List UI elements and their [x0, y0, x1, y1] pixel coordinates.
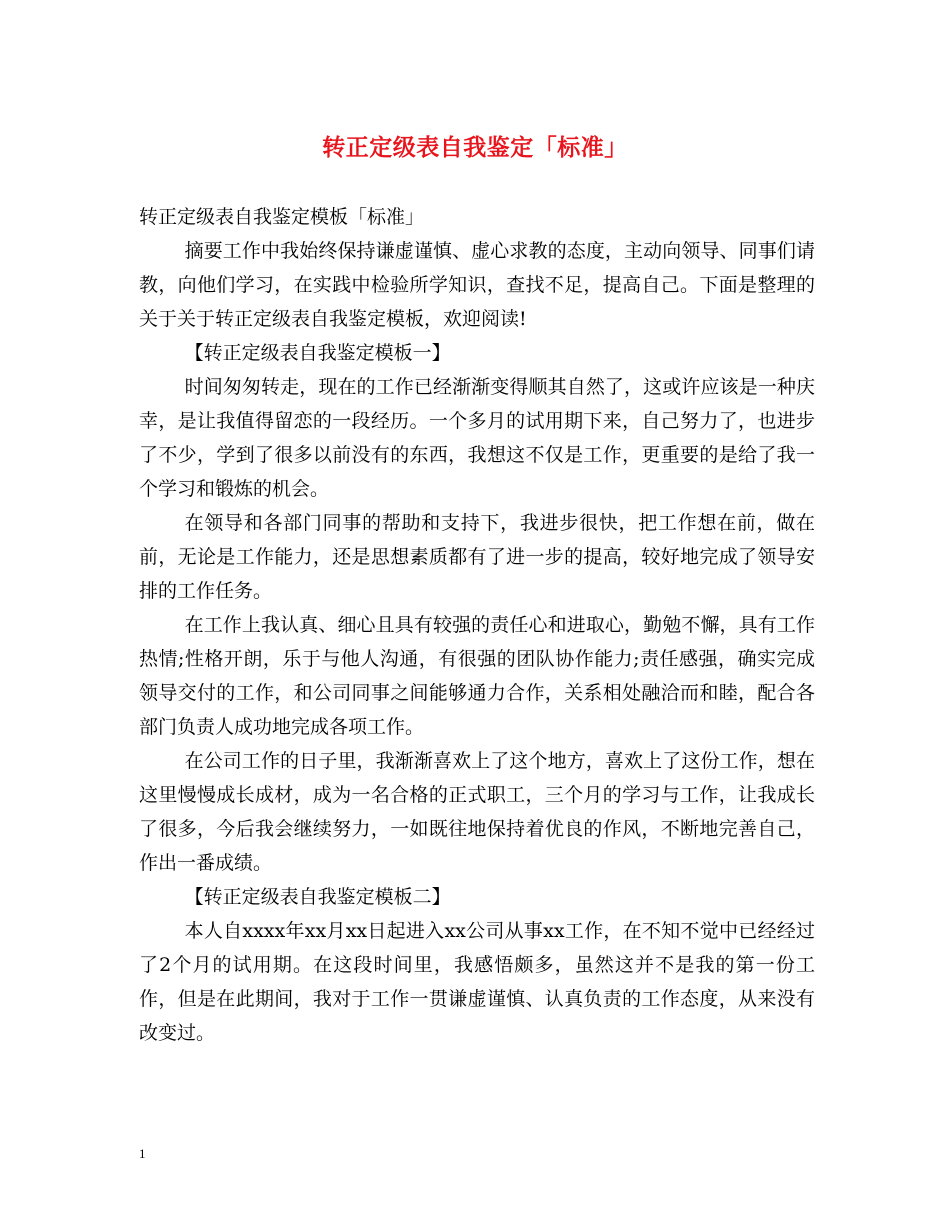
paragraph-abstract: 摘要工作中我始终保持谦虚谨慎、虚心求教的态度，主动向领导、同事们请教，向他们学习，在实践中检验所学知识，查找不足，提高自己。下面是整理的关于关于转正定级表自我鉴定模板，欢迎阅读!	[139, 240, 815, 330]
section-heading-template-one: 【转正定级表自我鉴定模板一】	[184, 342, 451, 364]
paragraph: 在公司工作的日子里，我渐渐喜欢上了这个地方，喜欢上了这份工作，想在这里慢慢成长成材，成为一名合格的正式职工，三个月的学习与工作，让我成长了很多，今后我会继续努力，一如既往地保持着优良的作风，不断地完善自己，作出一番成绩。	[139, 750, 815, 874]
paragraph: 时间匆匆转走，现在的工作已经渐渐变得顺其自然了，这或许应该是一种庆幸，是让我值得留恋的一段经历。一个多月的试用期下来，自己努力了，也进步了不少，学到了很多以前没有的东西，我想这不仅是工作，更重要的是给了我一个学习和锻炼的机会。	[139, 376, 815, 500]
paragraph: 在领导和各部门同事的帮助和支持下，我进步很快，把工作想在前，做在前，无论是工作能力，还是思想素质都有了进一步的提高，较好地完成了领导安排的工作任务。	[139, 512, 815, 602]
document-title: 转正定级表自我鉴定「标准」	[322, 134, 628, 161]
paragraph: 在工作上我认真、细心且具有较强的责任心和进取心，勤勉不懈，具有工作热情;性格开朗，乐于与他人沟通，有很强的团队协作能力;责任感强，确实完成领导交付的工作，和公司同事之间能够通力合作，关系相处融洽而和睦，配合各部门负责人成功地完成各项工作。	[139, 614, 815, 738]
document-subtitle: 转正定级表自我鉴定模板「标准」	[139, 206, 425, 228]
paragraph: 本人自xxxx年xx月xx日起进入xx公司从事xx工作，在不知不觉中已经经过了2个月的试用期。在这段时间里，我感悟颇多，虽然这并不是我的第一份工作，但是在此期间，我对于工作一贯谦虚谨慎、认真负责的工作态度，从来没有改变过。	[139, 920, 815, 1044]
page-number: 1	[139, 1146, 146, 1161]
section-heading-template-two: 【转正定级表自我鉴定模板二】	[184, 886, 451, 908]
document-body	[139, 200, 815, 1050]
